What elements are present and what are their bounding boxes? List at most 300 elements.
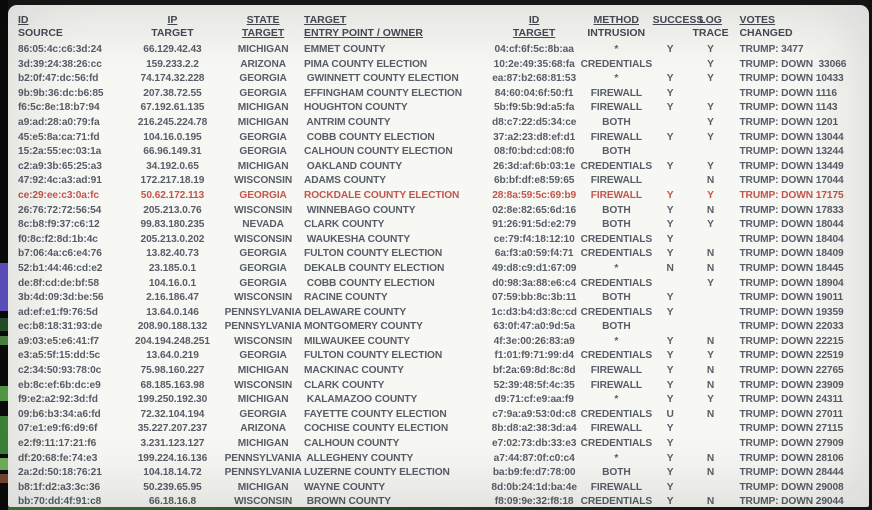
header-label: TARGET bbox=[512, 27, 556, 39]
cell-success: Y bbox=[666, 233, 674, 245]
cell-id-target: f8:09:9e:32:f8:18 bbox=[494, 496, 574, 507]
cell-log-trace: N bbox=[706, 408, 715, 420]
cell-entry-point-owner: DEKALB COUNTY ELECTION bbox=[303, 262, 445, 274]
cell-id-source: de:8f:cd:de:bf:58 bbox=[18, 277, 99, 289]
cell-entry-point-owner: FULTON COUNTY ELECTION bbox=[303, 350, 443, 362]
cell-id-source: a9:03:e5:e6:41:f7 bbox=[18, 335, 99, 347]
cell-state-target: PENNSYLVANIA bbox=[224, 452, 302, 464]
cell-method-intrusion: FIREWALL bbox=[590, 175, 642, 187]
column-header-votes-changed bbox=[733, 14, 869, 40]
cell-entry-point-owner: FAYETTE COUNTY ELECTION bbox=[303, 408, 447, 420]
cell-id-target: 10:2e:49:35:68:fa bbox=[493, 58, 575, 70]
cell-entry-point-owner: CALHOUN COUNTY ELECTION bbox=[303, 146, 453, 158]
header-label: ENTRY POINT / OWNER bbox=[303, 27, 423, 39]
cell-votes-changed: TRUMP: DOWN 17175 bbox=[739, 189, 844, 201]
cell-state-target: WISCONSIN bbox=[234, 292, 293, 304]
cell-method-intrusion: CREDENTIALS bbox=[580, 277, 653, 289]
cell-state-target: MICHIGAN bbox=[237, 44, 289, 55]
cell-ip-target: 199.224.16.136 bbox=[137, 452, 208, 464]
cell-ip-target: 68.185.163.98 bbox=[140, 379, 205, 391]
cell-log-trace: Y bbox=[707, 394, 714, 406]
cell-state-target: MICHIGAN bbox=[237, 481, 289, 493]
cell-log-trace: Y bbox=[707, 73, 714, 85]
video-noise-artifact bbox=[0, 474, 8, 483]
cell-success bbox=[653, 58, 688, 73]
cell-id-source: f6:5c:8e:18:b7:94 bbox=[18, 102, 100, 114]
cell-id-source: b2:0f:47:dc:56:fd bbox=[18, 73, 99, 85]
cell-method-intrusion: BOTH bbox=[602, 204, 631, 216]
cell-ip-target: 3.231.123.127 bbox=[140, 438, 205, 450]
cell-state-target: GEORGIA bbox=[239, 73, 287, 85]
cell-votes-changed: TRUMP: DOWN 17833 bbox=[739, 204, 844, 216]
cell-log-trace: Y bbox=[707, 131, 714, 143]
cell-votes-changed: TRUMP: DOWN 18044 bbox=[739, 219, 844, 231]
cell-log-trace: N bbox=[706, 365, 715, 377]
table-row bbox=[8, 116, 869, 131]
cell-id-source: 86:05:4c:c6:3d:24 bbox=[18, 44, 102, 55]
cell-success: Y bbox=[666, 44, 674, 55]
cell-votes-changed: TRUMP: DOWN 18445 bbox=[739, 262, 844, 274]
cell-method-intrusion: CREDENTIALS bbox=[580, 58, 653, 70]
cell-method-intrusion: FIREWALL bbox=[590, 379, 642, 391]
cell-success: Y bbox=[666, 204, 674, 216]
cell-entry-point-owner: CLARK COUNTY bbox=[303, 219, 385, 231]
header-label: VOTES bbox=[739, 14, 776, 26]
cell-success bbox=[653, 116, 688, 131]
cell-id-target: 6a:f3:a0:59:f4:71 bbox=[494, 248, 574, 260]
table-row bbox=[8, 204, 869, 219]
cell-state-target: GEORGIA bbox=[239, 262, 287, 274]
cell-id-target: e7:02:73:db:33:e3 bbox=[491, 438, 577, 450]
cell-votes-changed: TRUMP: DOWN 1143 bbox=[739, 102, 838, 114]
cell-method-intrusion: FIREWALL bbox=[590, 131, 642, 143]
video-frame-top-bar bbox=[0, 0, 872, 5]
cell-votes-changed: TRUMP: DOWN 29044 bbox=[739, 496, 844, 507]
cell-ip-target: 208.90.188.132 bbox=[137, 321, 208, 333]
table-row bbox=[8, 320, 869, 335]
cell-ip-target: 50.62.172.113 bbox=[140, 189, 205, 201]
header-label: STATE bbox=[246, 14, 280, 26]
cell-success: Y bbox=[666, 394, 674, 406]
intrusion-table bbox=[8, 5, 869, 507]
cell-success bbox=[653, 174, 688, 189]
column-header-ip-target bbox=[123, 14, 223, 40]
cell-id-source: 9b:9b:36:dc:b6:85 bbox=[18, 87, 104, 99]
cell-ip-target: 74.174.32.228 bbox=[140, 73, 205, 85]
cell-success: Y bbox=[666, 306, 674, 318]
table-row bbox=[8, 262, 869, 277]
table-row bbox=[8, 101, 869, 116]
cell-log-trace: N bbox=[706, 204, 715, 216]
cell-entry-point-owner: DELAWARE COUNTY bbox=[303, 306, 407, 318]
cell-log-trace bbox=[688, 145, 734, 160]
cell-id-source: 3d:39:24:38:26:cc bbox=[18, 58, 102, 70]
cell-votes-changed: TRUMP: 3477 bbox=[739, 44, 804, 55]
table-row bbox=[8, 437, 869, 452]
cell-log-trace bbox=[688, 437, 734, 452]
table-row bbox=[8, 364, 869, 379]
cell-votes-changed: TRUMP: DOWN 19359 bbox=[739, 306, 844, 318]
cell-state-target: GEORGIA bbox=[239, 131, 287, 143]
cell-method-intrusion: BOTH bbox=[602, 146, 631, 158]
cell-ip-target: 23.185.0.1 bbox=[148, 262, 197, 274]
cell-log-trace: N bbox=[706, 248, 715, 260]
cell-ip-target: 207.38.72.55 bbox=[143, 87, 202, 99]
table-row bbox=[8, 87, 869, 102]
cell-success: Y bbox=[666, 248, 674, 260]
cell-success: Y bbox=[666, 102, 674, 114]
table-row bbox=[8, 218, 869, 233]
cell-votes-changed: TRUMP: DOWN 33066 bbox=[739, 58, 847, 70]
cell-state-target: PENNSYLVANIA bbox=[224, 321, 302, 333]
cell-success: Y bbox=[666, 423, 674, 435]
video-noise-artifact bbox=[0, 386, 8, 401]
cell-id-source: 47:92:4c:a3:ad:91 bbox=[18, 175, 102, 187]
table-row bbox=[8, 393, 869, 408]
cell-votes-changed: TRUMP: DOWN 29008 bbox=[739, 481, 844, 493]
cell-votes-changed: TRUMP: DOWN 18409 bbox=[739, 248, 844, 260]
cell-log-trace: N bbox=[706, 379, 715, 391]
cell-entry-point-owner: COCHISE COUNTY ELECTION bbox=[303, 423, 449, 435]
cell-votes-changed: TRUMP: DOWN 27909 bbox=[739, 438, 844, 450]
cell-id-source: e2:f9:11:17:21:f6 bbox=[18, 438, 97, 450]
cell-success: Y bbox=[666, 481, 674, 493]
cell-method-intrusion: FIREWALL bbox=[590, 423, 642, 435]
table-row bbox=[8, 291, 869, 306]
cell-ip-target: 13.82.40.73 bbox=[146, 248, 199, 260]
cell-state-target: WISCONSIN bbox=[234, 175, 293, 187]
cell-state-target: MICHIGAN bbox=[237, 102, 289, 114]
cell-ip-target: 67.192.61.135 bbox=[140, 102, 205, 114]
cell-log-trace bbox=[688, 422, 734, 437]
cell-ip-target: 35.227.207.237 bbox=[137, 423, 208, 435]
cell-votes-changed: TRUMP: DOWN 22033 bbox=[739, 321, 844, 333]
cell-votes-changed: TRUMP: DOWN 22215 bbox=[739, 335, 844, 347]
cell-id-target: a7:44:87:0f:c0:c4 bbox=[493, 452, 575, 464]
cell-entry-point-owner: MILWAUKEE COUNTY bbox=[303, 335, 410, 347]
cell-log-trace: Y bbox=[707, 277, 714, 289]
table-row bbox=[8, 72, 869, 87]
cell-method-intrusion: FIREWALL bbox=[590, 102, 642, 114]
cell-method-intrusion: * bbox=[614, 394, 619, 406]
cell-entry-point-owner: PIMA COUNTY ELECTION bbox=[303, 58, 428, 70]
cell-id-target: 04:cf:6f:5c:8b:aa bbox=[494, 44, 574, 55]
cell-id-source: ec:b8:18:31:93:de bbox=[18, 321, 103, 333]
cell-entry-point-owner: GWINNETT COUNTY ELECTION bbox=[303, 73, 459, 85]
cell-method-intrusion: CREDENTIALS bbox=[580, 248, 653, 260]
cell-id-target: d8:c7:22:d5:34:ce bbox=[491, 116, 577, 128]
cell-votes-changed: TRUMP: DOWN 22765 bbox=[739, 365, 844, 377]
cell-entry-point-owner: MONTGOMERY COUNTY bbox=[303, 321, 423, 333]
cell-method-intrusion: FIREWALL bbox=[590, 87, 642, 99]
cell-state-target: GEORGIA bbox=[239, 146, 287, 158]
cell-success bbox=[653, 145, 688, 160]
column-header-id-target bbox=[488, 14, 580, 40]
cell-ip-target: 66.18.16.8 bbox=[148, 496, 197, 507]
cell-votes-changed: TRUMP: DOWN 19011 bbox=[739, 292, 844, 304]
cell-method-intrusion: CREDENTIALS bbox=[580, 306, 653, 318]
cell-method-intrusion: BOTH bbox=[602, 219, 631, 231]
cell-entry-point-owner: COBB COUNTY ELECTION bbox=[303, 131, 435, 143]
table-row bbox=[8, 466, 869, 481]
cell-success bbox=[653, 277, 688, 292]
cell-success: Y bbox=[666, 87, 674, 99]
cell-entry-point-owner: MACKINAC COUNTY bbox=[303, 365, 404, 377]
cell-state-target: MICHIGAN bbox=[237, 365, 289, 377]
cell-id-target: f1:01:f9:71:99:d4 bbox=[494, 350, 574, 362]
cell-id-target: 8b:d8:a2:38:3d:a4 bbox=[491, 423, 577, 435]
cell-votes-changed: TRUMP: DOWN 27011 bbox=[739, 408, 844, 420]
header-label: METHOD bbox=[593, 14, 640, 26]
cell-votes-changed: TRUMP: DOWN 1116 bbox=[739, 87, 837, 99]
header-label: TARGET bbox=[241, 27, 285, 39]
cell-log-trace: Y bbox=[707, 350, 714, 362]
header-label: TRACE bbox=[692, 27, 729, 39]
cell-state-target: GEORGIA bbox=[239, 408, 287, 420]
cell-ip-target: 13.64.0.146 bbox=[146, 306, 199, 318]
cell-id-source: a9:ad:28:a0:79:fa bbox=[18, 116, 100, 128]
cell-ip-target: 104.16.0.1 bbox=[148, 277, 197, 289]
cell-votes-changed: TRUMP: DOWN 28444 bbox=[739, 467, 844, 479]
cell-ip-target: 204.194.248.251 bbox=[134, 335, 210, 347]
cell-id-source: f0:8c:f2:8d:1b:4c bbox=[18, 233, 98, 245]
cell-ip-target: 99.83.180.235 bbox=[140, 219, 205, 231]
column-header-success bbox=[652, 14, 704, 40]
video-noise-artifact bbox=[0, 416, 8, 454]
cell-id-target: 63:0f:47:a0:9d:5a bbox=[493, 321, 575, 333]
cell-log-trace bbox=[688, 320, 734, 335]
cell-ip-target: 66.96.149.31 bbox=[143, 146, 202, 158]
cell-id-source: 07:e1:e9:f6:d9:6f bbox=[18, 423, 98, 435]
table-row bbox=[8, 452, 869, 467]
cell-success: Y bbox=[666, 438, 674, 450]
cell-log-trace: N bbox=[706, 467, 715, 479]
cell-success: N bbox=[666, 262, 674, 274]
cell-id-source: 15:2a:55:ec:03:1a bbox=[18, 146, 102, 158]
cell-state-target: GEORGIA bbox=[239, 350, 287, 362]
column-header-state-target bbox=[222, 14, 304, 40]
cell-method-intrusion: BOTH bbox=[602, 467, 631, 479]
table-row bbox=[8, 277, 869, 292]
cell-votes-changed: TRUMP: DOWN 1201 bbox=[739, 116, 839, 128]
cell-state-target: NEVADA bbox=[242, 219, 284, 231]
cell-id-target: ba:b9:fe:d7:78:00 bbox=[492, 467, 576, 479]
table-row bbox=[8, 335, 869, 350]
header-label: INTRUSION bbox=[587, 27, 646, 39]
cell-log-trace bbox=[688, 481, 734, 496]
table-row bbox=[8, 306, 869, 321]
cell-method-intrusion: BOTH bbox=[602, 292, 631, 304]
cell-ip-target: 104.18.14.72 bbox=[143, 467, 202, 479]
cell-id-target: ce:79:f4:18:12:10 bbox=[493, 233, 575, 245]
table-row bbox=[8, 379, 869, 394]
cell-id-target: 5b:f9:5b:9d:a5:fa bbox=[493, 102, 575, 114]
cell-id-source: f9:e2:a2:92:3d:fd bbox=[18, 394, 98, 406]
intrusion-table-panel bbox=[8, 5, 869, 507]
cell-entry-point-owner: CALHOUN COUNTY bbox=[303, 438, 400, 450]
cell-ip-target: 216.245.224.78 bbox=[137, 116, 208, 128]
cell-method-intrusion: BOTH bbox=[602, 116, 631, 128]
cell-entry-point-owner: ROCKDALE COUNTY ELECTION bbox=[303, 189, 460, 201]
cell-ip-target: 66.129.42.43 bbox=[143, 44, 202, 55]
cell-id-target: 37:a2:23:d8:ef:d1 bbox=[493, 131, 576, 143]
header-label: SUCCESS bbox=[652, 14, 704, 26]
cell-entry-point-owner: COBB COUNTY ELECTION bbox=[303, 277, 435, 289]
table-row bbox=[8, 495, 869, 507]
table-row bbox=[8, 349, 869, 364]
cell-entry-point-owner: BROWN COUNTY bbox=[303, 496, 391, 507]
cell-state-target: WISCONSIN bbox=[234, 335, 293, 347]
table-row bbox=[8, 481, 869, 496]
cell-entry-point-owner: LUZERNE COUNTY ELECTION bbox=[303, 467, 450, 479]
cell-log-trace: Y bbox=[707, 44, 714, 55]
cell-log-trace: N bbox=[706, 262, 715, 274]
cell-method-intrusion: FIREWALL bbox=[590, 365, 642, 377]
cell-entry-point-owner: WAUKESHA COUNTY bbox=[303, 233, 411, 245]
cell-entry-point-owner: ALLEGHENY COUNTY bbox=[303, 452, 414, 464]
cell-id-target: bf:2a:69:8d:8c:8d bbox=[492, 365, 576, 377]
cell-votes-changed: TRUMP: DOWN 18404 bbox=[739, 233, 844, 245]
cell-ip-target: 50.239.65.95 bbox=[143, 481, 202, 493]
cell-ip-target: 172.217.18.19 bbox=[140, 175, 205, 187]
cell-success: Y bbox=[666, 452, 674, 464]
column-header-log-trace bbox=[688, 14, 734, 40]
cell-id-target: 6b:bf:df:e8:59:65 bbox=[493, 175, 575, 187]
cell-log-trace: N bbox=[706, 335, 715, 347]
table-body bbox=[8, 43, 869, 507]
cell-entry-point-owner: ADAMS COUNTY bbox=[303, 175, 386, 187]
cell-entry-point-owner: HOUGHTON COUNTY bbox=[303, 102, 408, 114]
cell-votes-changed: TRUMP: DOWN 22519 bbox=[739, 350, 844, 362]
cell-method-intrusion: * bbox=[614, 44, 619, 55]
cell-id-source: eb:8c:ef:6b:dc:e9 bbox=[18, 379, 101, 391]
cell-success bbox=[653, 320, 688, 335]
cell-state-target: ARIZONA bbox=[240, 423, 286, 435]
cell-method-intrusion: * bbox=[614, 73, 619, 85]
cell-state-target: GEORGIA bbox=[239, 189, 287, 201]
cell-id-target: 07:59:bb:8c:3b:11 bbox=[491, 292, 577, 304]
cell-id-target: 4f:3e:00:26:83:a9 bbox=[493, 335, 575, 347]
table-row bbox=[8, 408, 869, 423]
cell-log-trace bbox=[688, 87, 734, 102]
cell-ip-target: 13.64.0.219 bbox=[146, 350, 199, 362]
cell-entry-point-owner: WINNEBAGO COUNTY bbox=[303, 204, 416, 216]
cell-id-source: 8c:b8:f9:37:c6:12 bbox=[18, 219, 100, 231]
cell-success: Y bbox=[666, 219, 674, 231]
cell-success: Y bbox=[666, 335, 674, 347]
cell-id-target: 1c:d3:b4:d3:8c:cd bbox=[491, 306, 577, 318]
cell-log-trace: N bbox=[706, 452, 715, 464]
cell-log-trace: Y bbox=[707, 58, 714, 70]
cell-success: Y bbox=[666, 365, 674, 377]
cell-votes-changed: TRUMP: DOWN 13449 bbox=[739, 160, 844, 172]
cell-id-target: 08:f0:bd:cd:08:f0 bbox=[493, 146, 575, 158]
cell-id-target: c7:9a:a9:53:0d:c8 bbox=[492, 408, 577, 420]
cell-success: Y bbox=[666, 379, 674, 391]
cell-success: Y bbox=[666, 350, 674, 362]
cell-votes-changed: TRUMP: DOWN 13244 bbox=[739, 146, 844, 158]
cell-state-target: WISCONSIN bbox=[234, 233, 293, 245]
cell-id-target: d9:71:cf:e9:aa:f9 bbox=[494, 394, 574, 406]
cell-method-intrusion: * bbox=[614, 335, 619, 347]
header-label: SOURCE bbox=[18, 27, 63, 39]
cell-state-target: MICHIGAN bbox=[237, 438, 289, 450]
cell-state-target: MICHIGAN bbox=[237, 116, 289, 128]
video-noise-artifact bbox=[0, 336, 8, 345]
table-row bbox=[8, 145, 869, 160]
cell-method-intrusion: CREDENTIALS bbox=[580, 233, 653, 245]
header-label: IP bbox=[167, 14, 178, 26]
cell-success: U bbox=[666, 408, 674, 420]
cell-log-trace: Y bbox=[707, 102, 714, 114]
cell-ip-target: 34.192.0.65 bbox=[146, 160, 199, 172]
table-row bbox=[8, 233, 869, 248]
cell-id-target: 49:d8:c9:d1:67:09 bbox=[491, 262, 577, 274]
cell-id-source: ad:ef:e1:f9:76:5d bbox=[18, 306, 98, 318]
cell-id-source: 09:b6:b3:34:a6:fd bbox=[18, 408, 101, 420]
cell-state-target: WISCONSIN bbox=[234, 496, 293, 507]
cell-method-intrusion: * bbox=[614, 262, 619, 274]
cell-entry-point-owner: EMMET COUNTY bbox=[303, 44, 386, 55]
cell-votes-changed: TRUMP: DOWN 28106 bbox=[739, 452, 844, 464]
table-header-row bbox=[8, 14, 869, 40]
cell-log-trace: N bbox=[706, 496, 715, 507]
cell-ip-target: 2.16.186.47 bbox=[146, 292, 199, 304]
cell-id-source: b7:06:4a:c6:e4:76 bbox=[18, 248, 102, 260]
cell-state-target: ARIZONA bbox=[240, 58, 286, 70]
cell-entry-point-owner: KALAMAZOO COUNTY bbox=[303, 394, 418, 406]
cell-method-intrusion: CREDENTIALS bbox=[580, 350, 653, 362]
cell-id-source: df:20:68:fe:74:e3 bbox=[18, 452, 98, 464]
header-label: TARGET bbox=[151, 27, 194, 39]
cell-entry-point-owner: EFFINGHAM COUNTY ELECTION bbox=[303, 87, 463, 99]
table-row bbox=[8, 247, 869, 262]
cell-id-target: 52:39:48:5f:4c:35 bbox=[493, 379, 575, 391]
table-row bbox=[8, 131, 869, 146]
cell-method-intrusion: BOTH bbox=[602, 321, 631, 333]
table-row bbox=[8, 160, 869, 175]
column-header-entry-point-owner bbox=[304, 14, 488, 40]
cell-id-source: 45:e5:8a:ca:71:fd bbox=[18, 131, 100, 143]
cell-state-target: GEORGIA bbox=[239, 248, 287, 260]
cell-id-source: 52:b1:44:46:cd:e2 bbox=[18, 262, 103, 274]
cell-ip-target: 199.250.192.30 bbox=[137, 394, 208, 406]
cell-id-source: c2:34:50:93:78:0c bbox=[18, 365, 102, 377]
cell-id-target: 91:26:91:5d:e2:79 bbox=[492, 219, 577, 231]
cell-method-intrusion: * bbox=[614, 452, 619, 464]
cell-success: Y bbox=[666, 189, 674, 201]
header-label: TARGET bbox=[303, 14, 347, 26]
cell-votes-changed: TRUMP: DOWN 10433 bbox=[739, 73, 844, 85]
cell-entry-point-owner: OAKLAND COUNTY bbox=[303, 160, 403, 172]
video-noise-artifact bbox=[0, 263, 8, 311]
cell-log-trace bbox=[688, 233, 734, 248]
video-frame-left-bar bbox=[0, 0, 8, 510]
cell-id-source: e3:a5:5f:15:dd:5c bbox=[18, 350, 101, 362]
cell-id-source: b8:1f:d2:a3:3c:36 bbox=[18, 481, 101, 493]
table-row bbox=[8, 174, 869, 189]
cell-entry-point-owner: CLARK COUNTY bbox=[303, 379, 385, 391]
cell-id-target: d0:98:3a:88:e6:c4 bbox=[492, 277, 577, 289]
column-header-method-intrusion bbox=[580, 14, 653, 40]
cell-success: Y bbox=[666, 160, 674, 172]
cell-method-intrusion: CREDENTIALS bbox=[580, 496, 653, 507]
table-row bbox=[8, 58, 869, 73]
cell-success: Y bbox=[666, 467, 674, 479]
cell-state-target: GEORGIA bbox=[239, 87, 287, 99]
cell-method-intrusion: CREDENTIALS bbox=[580, 160, 653, 172]
cell-ip-target: 159.233.2.2 bbox=[146, 58, 199, 70]
